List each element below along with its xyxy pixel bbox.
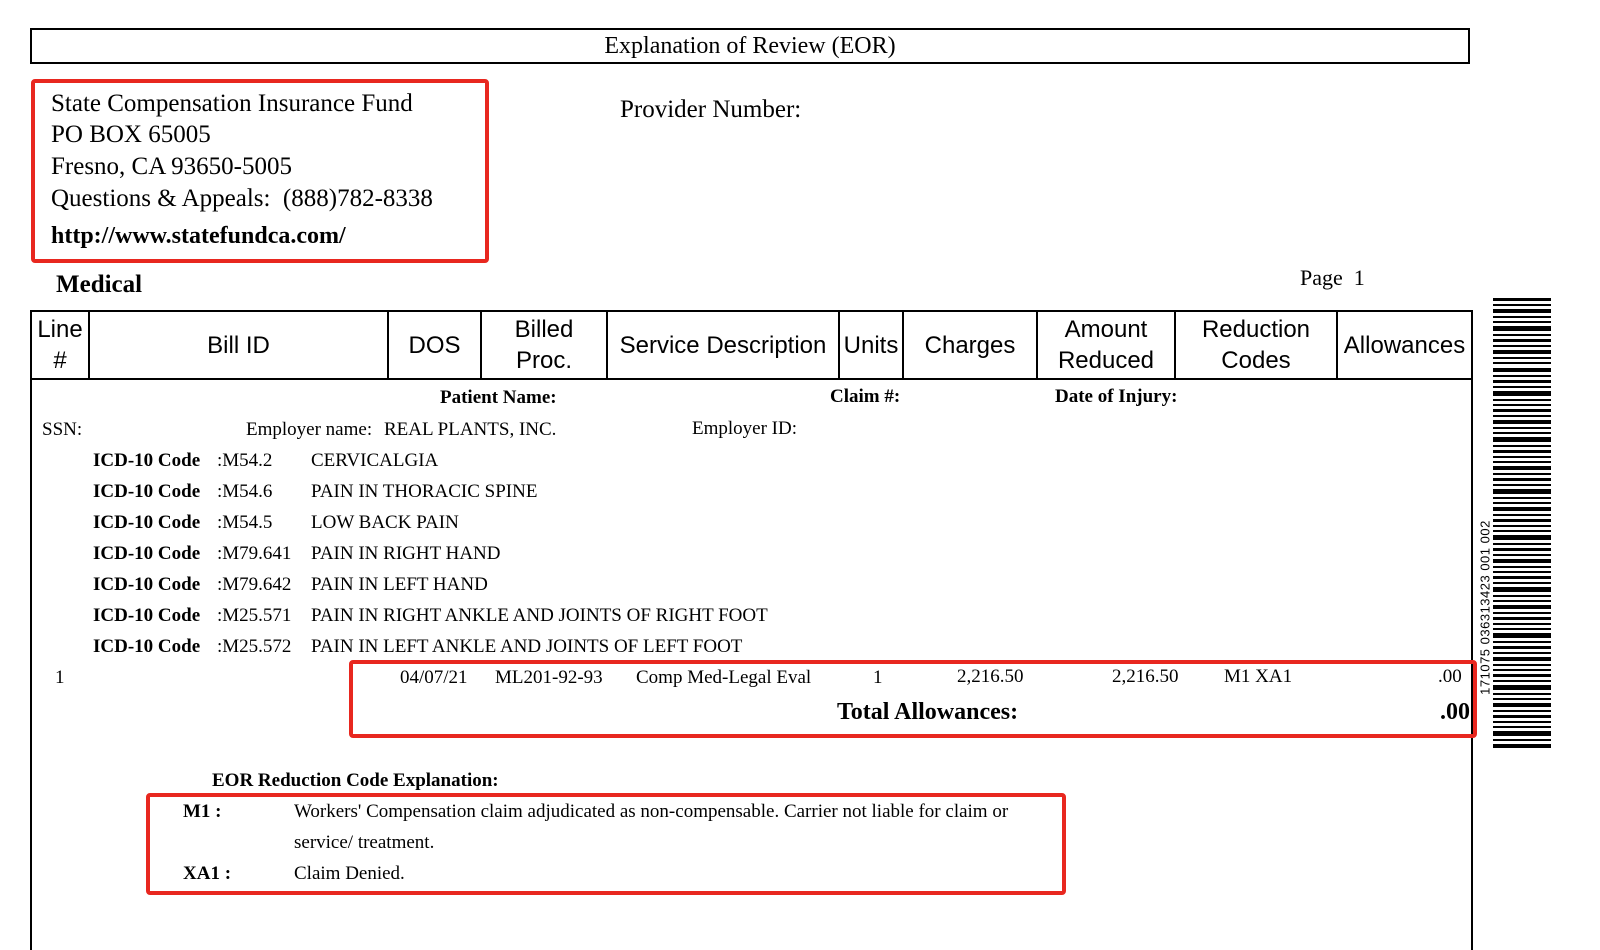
icd-code-description: PAIN IN RIGHT HAND: [311, 543, 501, 564]
icd-code-label: ICD-10 Code: [93, 636, 201, 657]
page-number: Page 1: [1300, 265, 1365, 290]
icd-code-label: ICD-10 Code: [93, 512, 201, 533]
icd-code-label: ICD-10 Code: [93, 481, 201, 502]
header-allowances: Allowances: [1343, 331, 1466, 359]
provider-number-label: Provider Number:: [620, 96, 802, 123]
icd-code-value: :M54.6: [217, 481, 273, 502]
header-amount-reduced: Amount Reduced: [1038, 312, 1176, 378]
icd-code-value: :M54.2: [217, 450, 273, 471]
line-item-number: 1: [55, 667, 65, 688]
line-item-amount-reduced: 2,216.50: [1112, 666, 1179, 687]
icd-code-label: ICD-10 Code: [93, 543, 201, 564]
line-item-service-description: Comp Med-Legal Eval: [636, 667, 812, 688]
header-bill-id: Bill ID: [90, 312, 389, 378]
icd-code-description: PAIN IN RIGHT ANKLE AND JOINTS OF RIGHT FOOT: [311, 605, 768, 626]
line-item-billed-proc: ML201-92-93: [495, 667, 603, 688]
header-line-number: Line #: [32, 312, 90, 378]
header-dos: DOS: [389, 312, 482, 378]
total-allowances-value: .00: [1440, 699, 1470, 725]
line-item-units: 1: [873, 667, 883, 688]
icd-code-label: ICD-10 Code: [93, 450, 201, 471]
employer-name-value: REAL PLANTS, INC.: [384, 419, 557, 440]
line-item-allowances: .00: [1438, 666, 1462, 687]
icd-code-value: :M79.642: [217, 574, 292, 595]
header-billed-proc: Billed Proc.: [482, 312, 608, 378]
line-item-dos: 04/07/21: [400, 667, 468, 688]
section-heading: Medical: [56, 271, 143, 298]
payer-appeals-phone: Questions & Appeals: (888)782-8338: [51, 185, 433, 212]
reduction-code-xa1-text: Claim Denied.: [294, 863, 405, 884]
icd-code-label: ICD-10 Code: [93, 605, 201, 626]
document-title: Explanation of Review (EOR): [30, 28, 1470, 64]
ssn-label: SSN:: [42, 419, 83, 440]
icd-code-description: CERVICALGIA: [311, 450, 439, 471]
payer-website: http://www.statefundca.com/: [51, 223, 346, 249]
date-of-injury-label: Date of Injury:: [1055, 386, 1178, 407]
barcode: [1493, 298, 1551, 750]
icd-code-description: PAIN IN LEFT ANKLE AND JOINTS OF LEFT FOOT: [311, 636, 743, 657]
employer-name-label: Employer name:: [246, 419, 373, 440]
icd-code-label: ICD-10 Code: [93, 574, 201, 595]
header-service-description: Service Description: [608, 312, 840, 378]
reduction-code-xa1: XA1 :: [183, 863, 232, 884]
icd-code-value: :M25.572: [217, 636, 292, 657]
payer-name: State Compensation Insurance Fund: [51, 90, 413, 117]
reduction-code-m1: M1 :: [183, 801, 222, 822]
total-allowances-label: Total Allowances:: [837, 699, 1019, 725]
icd-code-description: PAIN IN THORACIC SPINE: [311, 481, 538, 502]
header-reduction-codes: Reduction Codes: [1176, 312, 1338, 378]
line-item-charges: 2,216.50: [957, 666, 1024, 687]
claim-number-label: Claim #:: [830, 386, 901, 407]
payer-address-line2: Fresno, CA 93650-5005: [51, 153, 292, 180]
barcode-number-text: 171075 0363134​23 001 002: [1477, 520, 1493, 695]
patient-name-label: Patient Name:: [440, 387, 557, 408]
line-item-reduction-codes: M1 XA1: [1224, 666, 1293, 687]
barcode-number: [1470, 470, 1496, 740]
icd-code-value: :M25.571: [217, 605, 292, 626]
icd-code-description: PAIN IN LEFT HAND: [311, 574, 488, 595]
employer-id-label: Employer ID:: [692, 418, 798, 439]
icd-code-description: LOW BACK PAIN: [311, 512, 459, 533]
reduction-code-explanation-heading: EOR Reduction Code Explanation:: [212, 770, 499, 791]
header-units: Units: [840, 312, 904, 378]
icd-code-value: :M79.641: [217, 543, 292, 564]
icd-code-value: :M54.5: [217, 512, 273, 533]
payer-address-line1: PO BOX 65005: [51, 121, 211, 148]
reduction-code-m1-text: Workers' Compensation claim adjudicated as non-compensable. Carrier not liable for claim or: [294, 801, 1009, 822]
header-charges: Charges: [904, 312, 1038, 378]
reduction-code-m1-text-cont: service/ treatment.: [294, 832, 435, 853]
